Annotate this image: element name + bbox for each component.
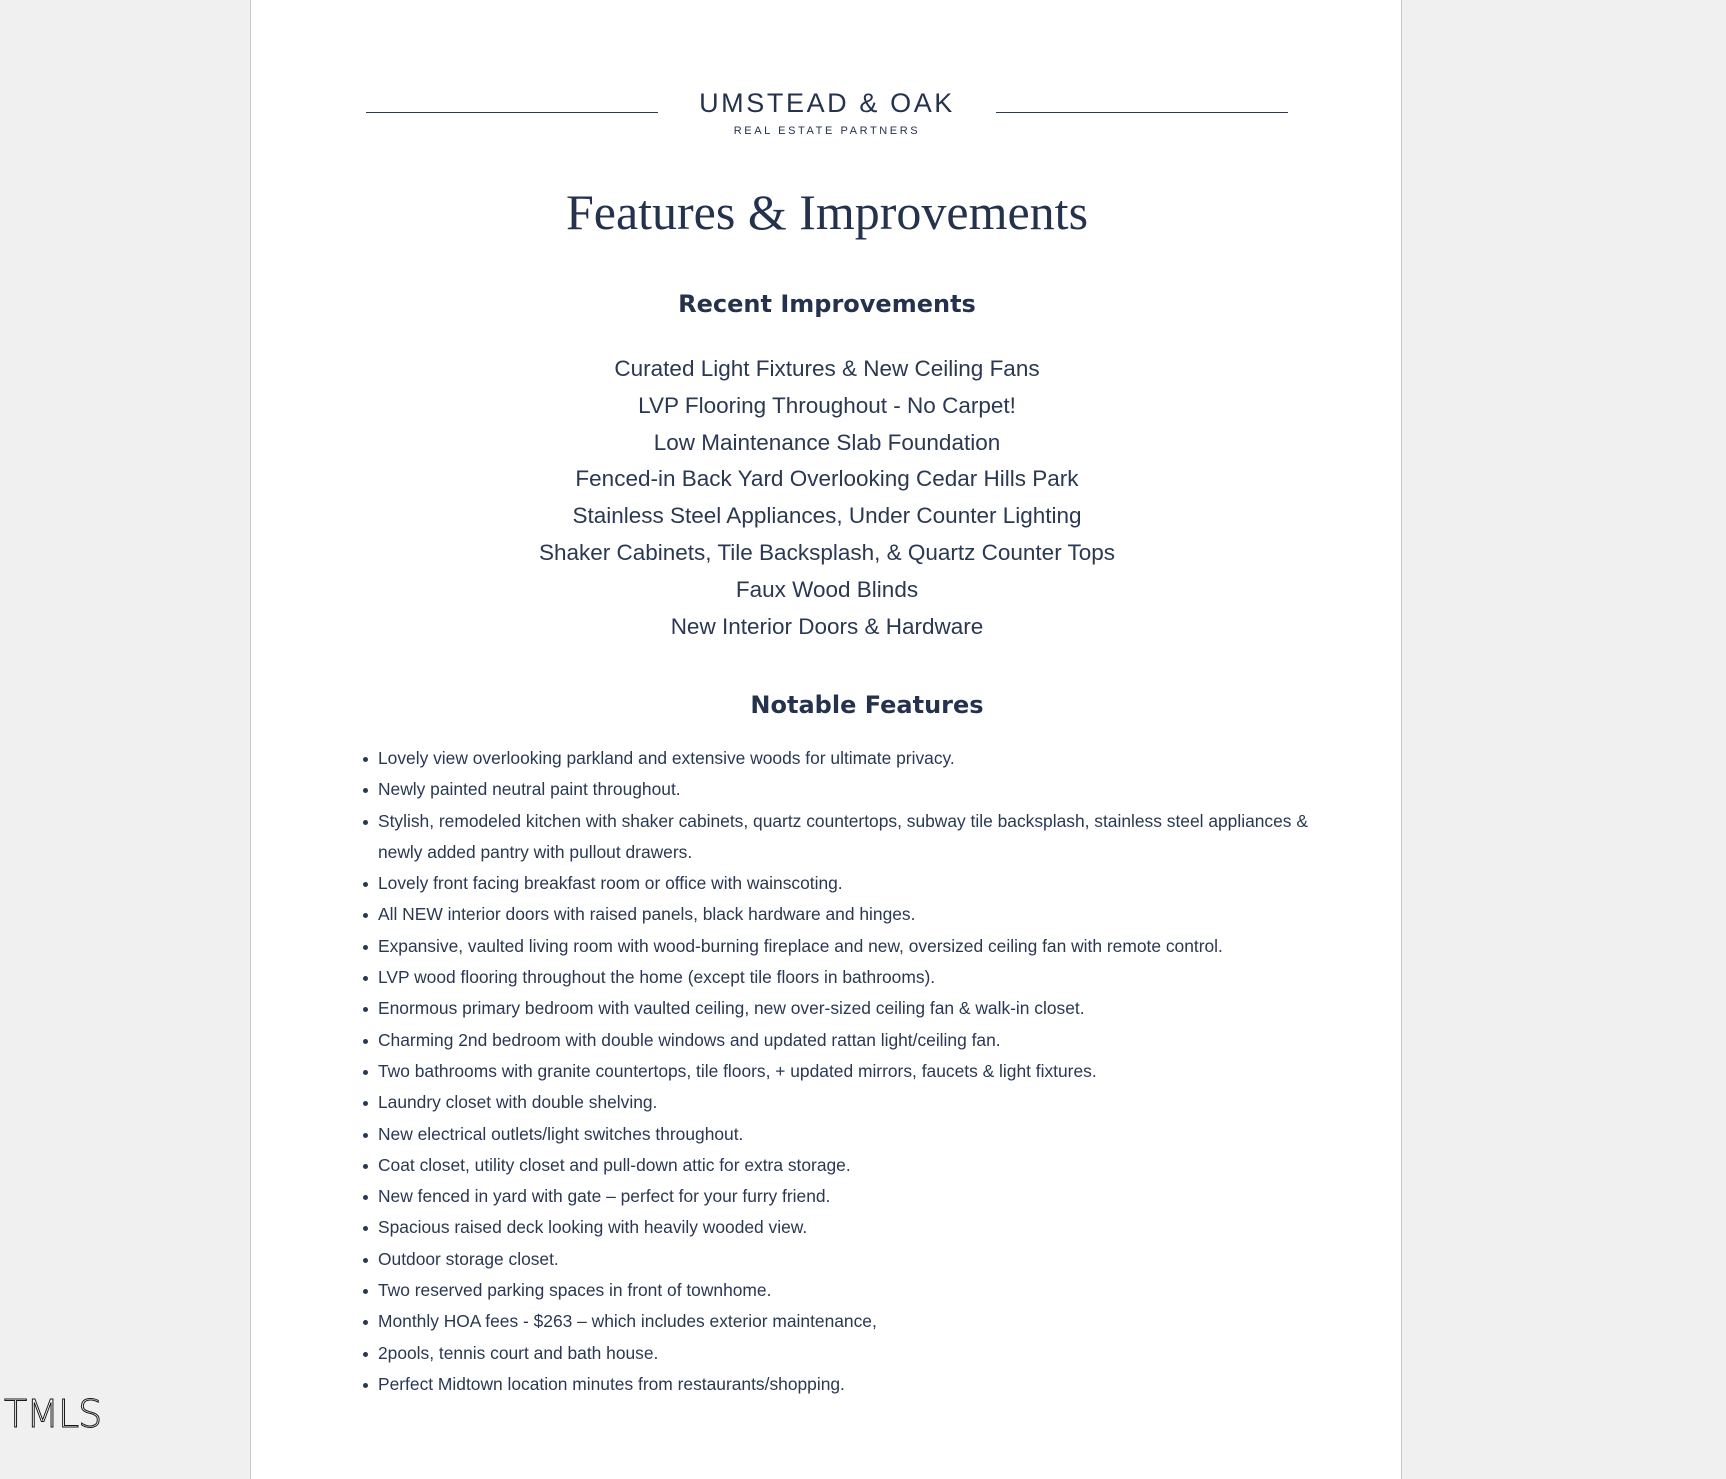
list-item: Fenced-in Back Yard Overlooking Cedar Hills Park [575,466,1079,492]
list-item: All NEW interior doors with raised panels, black hardware and hinges. [362,899,1352,930]
list-item: Charming 2nd bedroom with double windows and updated rattan light/ceiling fan. [362,1025,1352,1056]
list-item: Monthly HOA fees - $263 – which includes exterior maintenance, [362,1306,1352,1337]
brand-logo [686,86,968,138]
document-page [250,0,1402,1479]
list-item: Newly painted neutral paint throughout. [362,774,1352,805]
notable-features-heading: Notable Features [750,691,984,719]
list-item: Outdoor storage closet. [362,1244,1352,1275]
header-rule-right [996,112,1288,113]
list-item: Two reserved parking spaces in front of townhome. [362,1275,1352,1306]
list-item: Shaker Cabinets, Tile Backsplash, & Quartz Counter Tops [538,539,1116,565]
list-item: 2pools, tennis court and bath house. [362,1338,1352,1369]
list-item: Spacious raised deck looking with heavily wooded view. [362,1212,1352,1243]
page-title: Features & Improvements [565,184,1089,240]
list-item: Two bathrooms with granite countertops, tile floors, + updated mirrors, faucets & light fixtures. [362,1056,1352,1087]
list-item: New fenced in yard with gate – perfect for your furry friend. [362,1181,1352,1212]
list-item: Faux Wood Blinds [735,576,919,602]
list-item: Coat closet, utility closet and pull-down attic for extra storage. [362,1150,1352,1181]
list-item: Enormous primary bedroom with vaulted ceiling, new over-sized ceiling fan & walk-in closet. [362,993,1352,1024]
list-item: Curated Light Fixtures & New Ceiling Fans [614,356,1040,381]
list-item: New Interior Doors & Hardware [670,613,984,639]
brand-header [366,86,1288,146]
list-item: New electrical outlets/light switches throughout. [362,1119,1352,1150]
list-item: Laundry closet with double shelving. [362,1087,1352,1118]
list-item: Lovely front facing breakfast room or office with wainscoting. [362,868,1352,899]
tmls-watermark: TMLS [4,1392,102,1436]
list-item: Expansive, vaulted living room with wood-burning fireplace and new, oversized ceiling fan with remote control. [362,931,1352,962]
logo-tagline: REAL ESTATE PARTNERS [733,125,921,137]
list-item: Lovely view overlooking parkland and extensive woods for ultimate privacy. [362,743,1352,774]
recent-improvements-heading: Recent Improvements [678,290,976,318]
header-rule-left [366,112,658,113]
notable-features-list [362,743,1352,1400]
list-item: LVP wood flooring throughout the home (except tile floors in bathrooms). [362,962,1352,993]
list-item: Low Maintenance Slab Foundation [653,429,1001,455]
logo-wordmark: UMSTEAD & OAK [699,88,955,118]
list-item: Perfect Midtown location minutes from restaurants/shopping. [362,1369,1352,1400]
recent-improvements-list [251,351,1403,645]
list-item: Stylish, remodeled kitchen with shaker cabinets, quartz countertops, subway tile backsplash, stainless steel appliances & newly added pantry with pullout drawers. [362,806,1352,869]
list-item: LVP Flooring Throughout - No Carpet! [638,392,1016,418]
list-item: Stainless Steel Appliances, Under Counter Lighting [572,503,1082,529]
